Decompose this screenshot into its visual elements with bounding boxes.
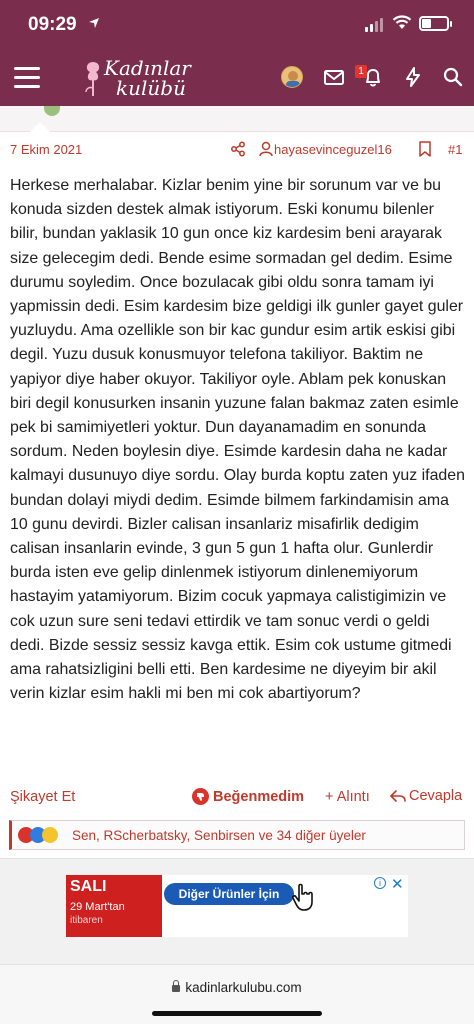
notification-count-badge: 1 — [355, 65, 367, 78]
previous-avatar-edge — [44, 106, 60, 116]
bookmark-icon[interactable] — [418, 141, 432, 162]
post-pointer-notch — [30, 122, 50, 132]
user-avatar[interactable] — [281, 66, 303, 88]
location-arrow-icon — [88, 16, 100, 34]
share-icon[interactable] — [230, 141, 246, 162]
whats-new-bolt-icon[interactable] — [400, 64, 426, 90]
hand-cursor-icon — [291, 883, 317, 916]
address-field[interactable] — [0, 980, 474, 995]
dislike-label: Beğenmedim — [213, 788, 305, 805]
dislike-button[interactable] — [192, 788, 304, 805]
menu-hamburger-icon[interactable] — [14, 67, 40, 89]
post-actions — [0, 784, 474, 812]
ad-cta-button[interactable]: Diğer Ürünler İçin — [164, 883, 294, 905]
post-header — [0, 133, 474, 165]
post-body-text: Herkese merhalabar. Kizlar benim yine bir sorunum var ve bu konuda sizden destek almak istiyorum. Eski konumu bilenler bilir, bundan yaklasik 10 gun once kiz kardesim beni arayarak size gelecegim dedi. Bende esime sormadan gel dedim. Esime durumu soyledim. Once bozulacak gibi oldu sonra tamam iyi yapmissin dedi. Esim kardesim bize geldigi ilk gunler gayet guler yuzluydu. Ama ozellikle son bir kac gundur esim artik eskisi gibi degil. Yuzu dusuk konusmuyor telefona takiliyor. Baktim ne yapiyor diye haber okuyor. Takiliyor oyle. Ablam pek konuskan biri degil konusurken insanin yuzune falan bakmaz zaten esimle pek bi samimiyetleri yoktur. Dun dayanamadim en sonunda sordum. Neden boylesin diye. Esimde kardesin daha ne kadar kalmayi dusunuyo diye sordu. Olay burda koptu zaten yuz ifaden bundan dolayi miydi dedim. Esimde bilmem farkindamisin ama 10 gunu devirdi. Bizler calisan insanlariz misafirlik dedigim calisan insanlarin evinde, 3 gun 5 gun 1 hafta olur. Gunlerdir burda isten eve gelip dinlenmek istiyorum dinlenemiyorum hastayim yatamiyorum. Bizim cocuk yapmaya calistigimizin ve cok uzun sure seni tedavi ettirdik ve tam sonuc verdi o geldi dedi. Bizde sessiz sessiz kavga ettik. Esim cok ustume gitmedi ama rahatsizligini belli etti. Ben kardesime ne diyeyim bir akil verin kizlar esim hakli mi ben mi cok abartiyorum? — [10, 177, 465, 703]
advertisement-banner[interactable] — [66, 875, 408, 937]
thumbs-down-icon — [192, 788, 209, 805]
cellular-signal-icon — [365, 18, 383, 32]
surprised-reaction-icon — [42, 827, 58, 843]
ad-date-line: 29 Mart'tan — [70, 901, 125, 913]
quote-button[interactable]: + Alıntı — [325, 789, 370, 805]
ad-info-icon[interactable]: i — [374, 877, 386, 889]
reactions-summary[interactable]: Sen, RScherbatsky, Senbirsen ve 34 diğer üyeler — [72, 828, 366, 843]
report-button[interactable]: Şikayet Et — [10, 789, 76, 805]
post-author-link[interactable]: hayasevinceguzel16 — [274, 142, 392, 157]
lock-icon — [172, 985, 180, 992]
post-date[interactable]: 7 Ekim 2021 — [10, 142, 83, 157]
logo-flower-icon — [82, 58, 104, 98]
wifi-icon — [392, 15, 412, 35]
logo-text-1: Kadınlar — [104, 56, 191, 80]
reply-arrow-icon — [390, 789, 406, 803]
logo-text-2: kulübü — [116, 76, 186, 100]
top-header — [0, 0, 474, 106]
reply-label: Cevapla — [409, 788, 463, 804]
reactions-bar[interactable] — [9, 820, 465, 850]
messages-envelope-icon[interactable] — [321, 64, 347, 90]
browser-address-bar — [0, 964, 474, 1024]
status-time: 09:29 — [28, 14, 77, 35]
reaction-emojis — [18, 827, 72, 843]
post-number-link[interactable]: #1 — [448, 142, 463, 157]
reply-button[interactable] — [390, 788, 462, 804]
battery-icon — [419, 16, 449, 31]
user-icon — [259, 141, 273, 162]
ad-date-line-2: itibaren — [70, 915, 103, 926]
url-text: kadinlarkulubu.com — [185, 980, 302, 995]
advertisement-area — [0, 859, 474, 964]
ad-headline: SALI — [70, 878, 107, 895]
ad-close-icon[interactable]: ✕ — [391, 876, 404, 893]
site-logo[interactable] — [80, 54, 200, 102]
search-icon[interactable] — [440, 64, 466, 90]
previous-post-edge — [0, 106, 474, 132]
site-navbar — [0, 50, 474, 106]
status-bar — [0, 0, 474, 50]
home-indicator — [152, 1011, 322, 1016]
